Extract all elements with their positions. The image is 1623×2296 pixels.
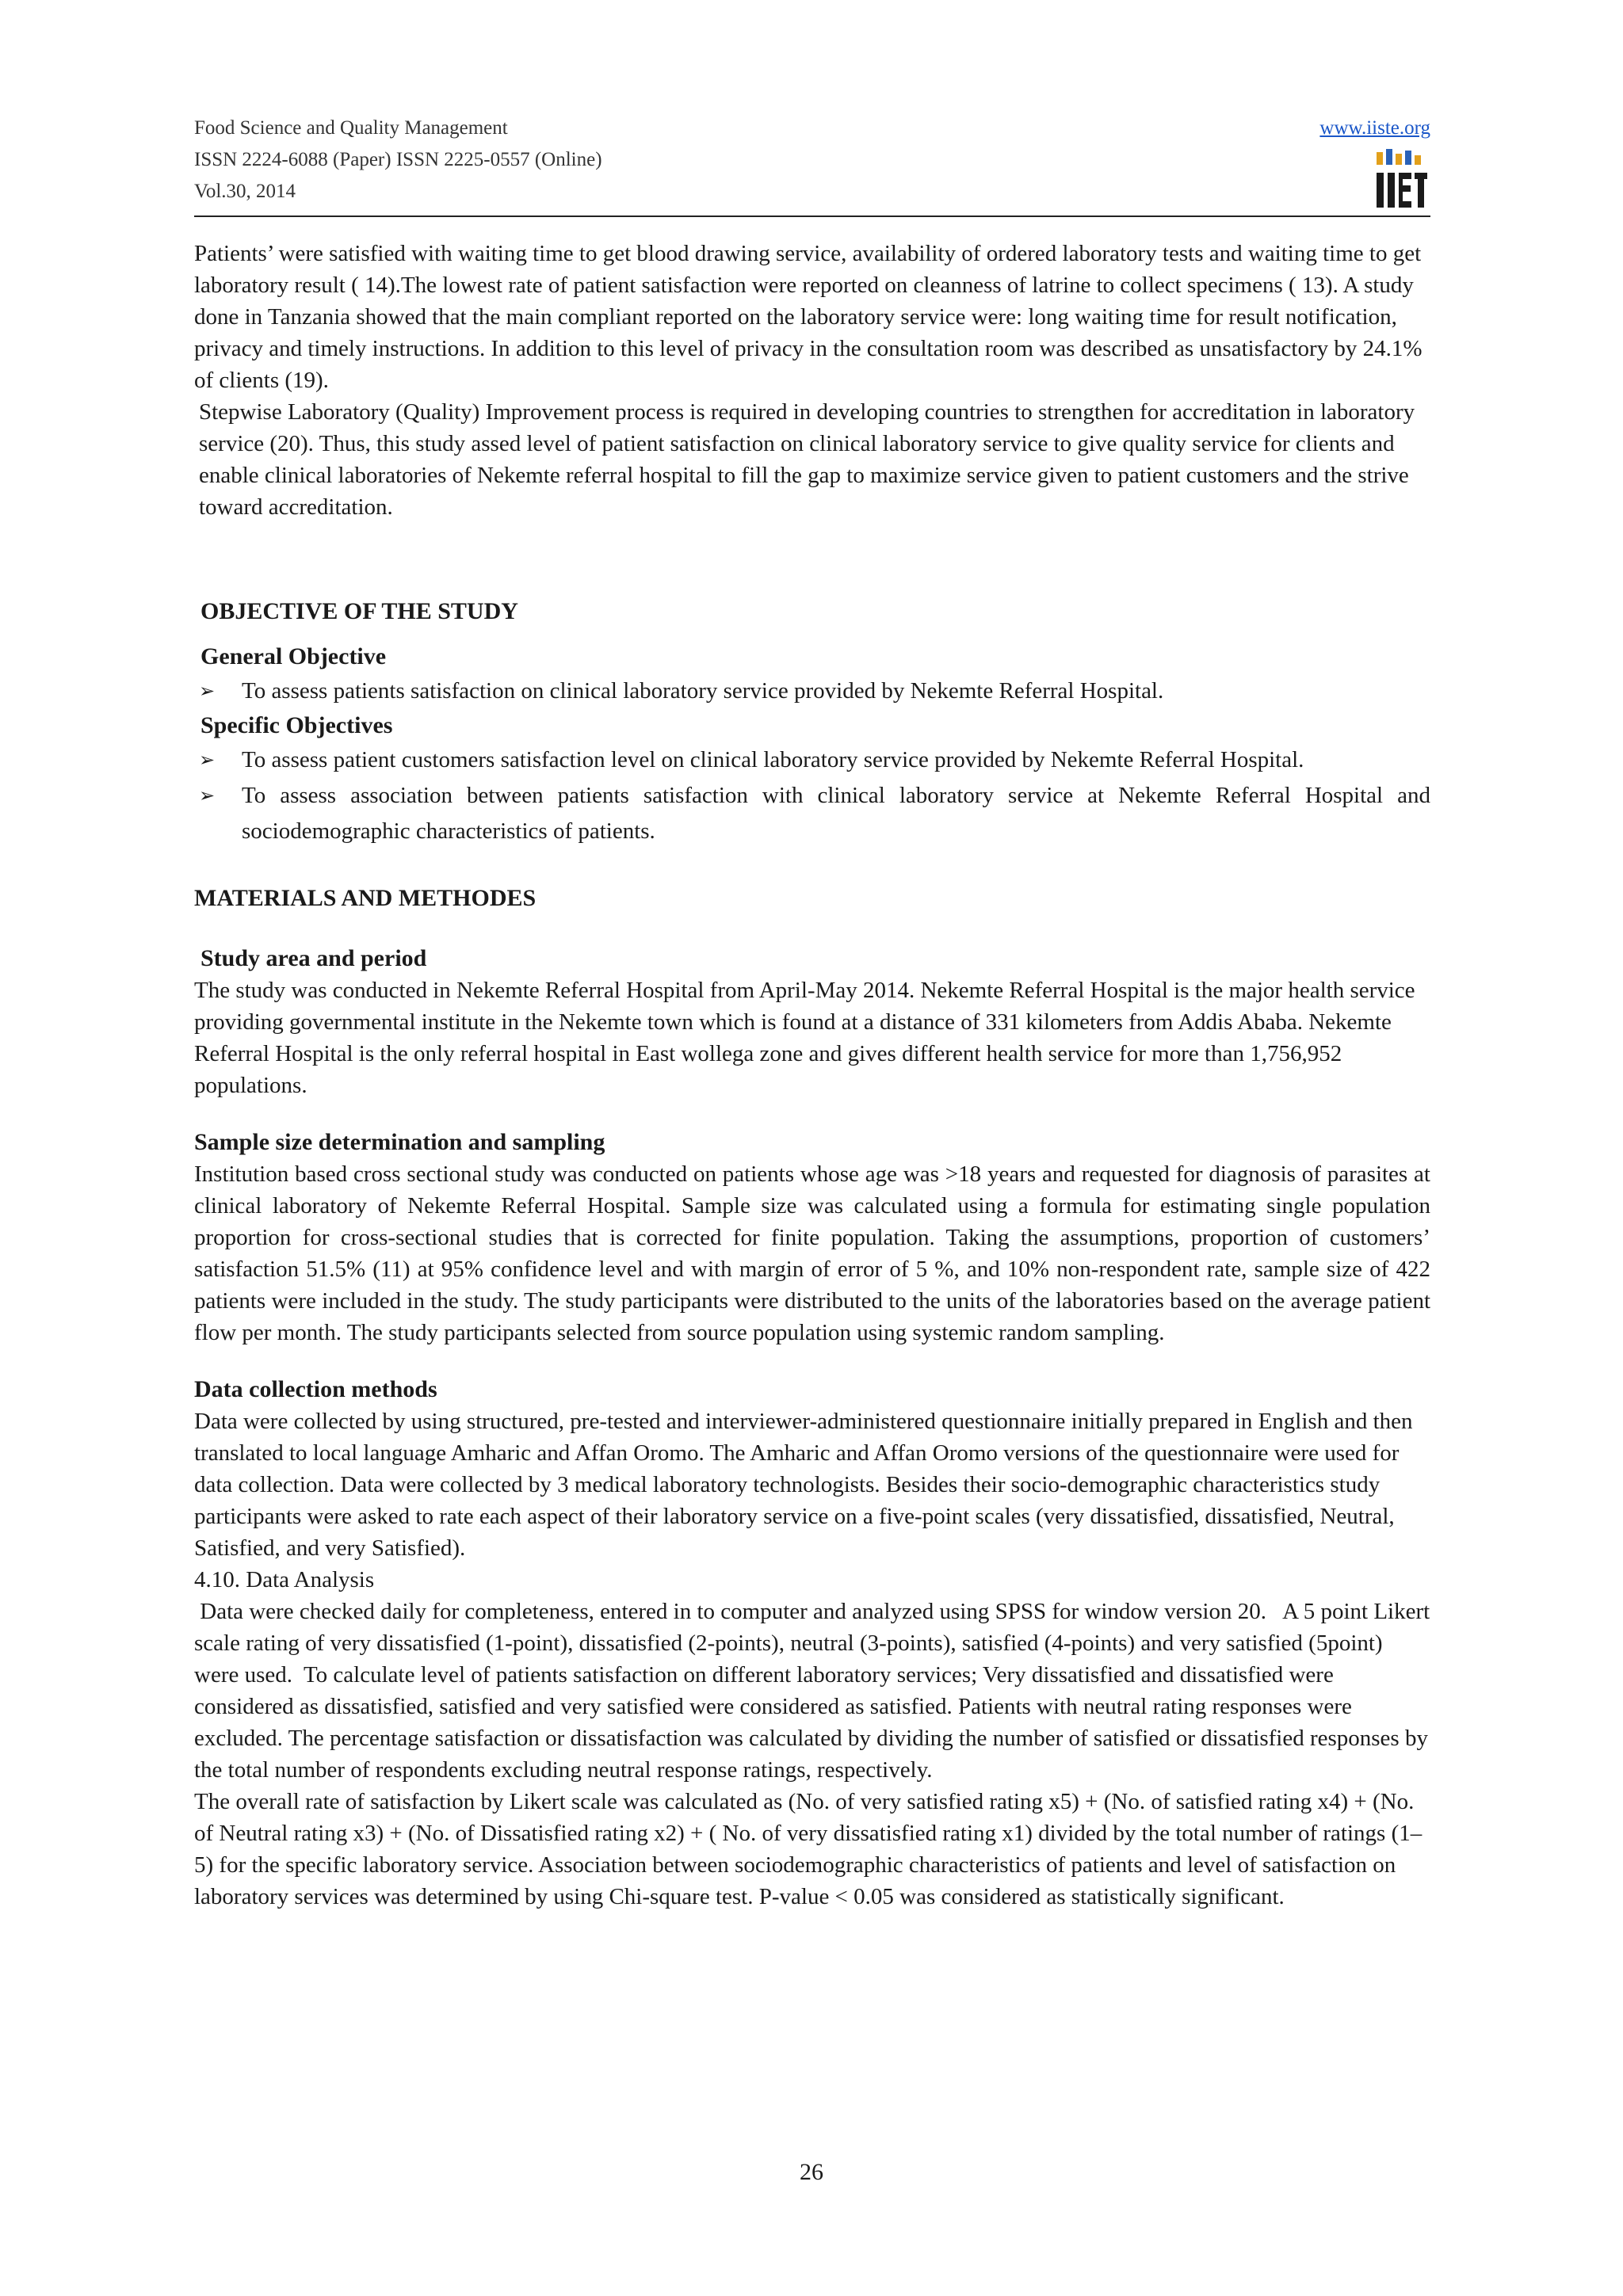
objectives-heading: OBJECTIVE OF THE STUDY — [200, 598, 518, 624]
general-objectives-list — [194, 673, 1430, 709]
data-analysis-text: Data were checked daily for completeness, entered in to computer and analyzed using SPSS for window version 20. A 5 point Likert scale rating of very dissatisfied (1-point), dissatisfied (2-points), neutral (3-points), satisfied (4-points) and very satisfied (5point) were used. To calculate level of patients satisfaction on different laboratory services; Very dissatisfied and dissatisfied were considered as dissatisfied, satisfied and very satisfied were considered as satisfied. Patients with neutral rating responses were excluded. The percentage satisfaction or dissatisfaction was calculated by dividing the number of satisfied or dissatisfied responses by the total number of respondents excluding neutral response ratings, respectively. — [194, 1599, 1436, 1783]
arrow-bullet-icon: ➢ — [199, 749, 216, 771]
objective-text: To assess patient customers satisfaction level on clinical laboratory service provided by Nekemte Referral Hospital. — [242, 747, 1304, 772]
objective-text: To assess association between patients satisfaction with clinical laboratory service at Nekemte Referral Hospital and sociodemographic characteristics of patients. — [242, 783, 1430, 844]
page-content — [194, 238, 1436, 1913]
study-area-heading: Study area and period — [200, 945, 427, 971]
likert-text: The overall rate of satisfaction by Likert scale was calculated as (No. of very satisfied rating x5) + (No. of satisfied rating x4) + (No. of Neutral rating x3) + (No. of Dissatisfied rating x2) + ( No. of very dissatisfied rating x1) divided by the total number of ratings (1–5) for the specific laboratory service. Association between sociodemographic characteristics of patients and level of satisfaction on laboratory services was determined by using Chi-square test. P-value < 0.05 was considered as statistically significant. — [194, 1789, 1423, 1909]
website-link[interactable]: www.iiste.org — [1319, 117, 1430, 139]
page-number: 26 — [800, 2159, 823, 2185]
list-item — [194, 742, 1430, 778]
intro-paragraph: Patients’ were satisfied with waiting time to get blood drawing service, availability of ordered laboratory tests and waiting time to get laboratory result ( 14).The lowest rate of patient satisfaction were reported on cleanness of latrine to collect specimens ( 13). A study done in Tanzania showed that the main compliant reported on the laboratory service were: long waiting time for result notification, privacy and timely instructions. In addition to this level of privacy in the consultation room was described as unsatisfactory by 24.1% of clients (19). — [194, 241, 1423, 393]
sample-size-text: Institution based cross sectional study was conducted on patients whose age was >18 years and requested for diagnosis of parasites at clinical laboratory of Nekemte Referral Hospital. Sample size was calculated using a formula for estimating single population proportion for cross-sectional studies that is corrected for finite population. Taking the assumptions, proportion of customers’ satisfaction 51.5% (11) at 95% confidence level and with margin of error of 5 %, and 10% non-respondent rate, sample size of 422 patients were included in the study. The study participants were distributed to the units of the laboratories based on the average patient flow per month. The study participants selected from source population using systemic random sampling. — [194, 1161, 1430, 1345]
sample-size-heading: Sample size determination and sampling — [194, 1129, 605, 1155]
study-area-text: The study was conducted in Nekemte Referral Hospital from April-May 2014. Nekemte Referral Hospital is the major health service providing governmental institute in the Nekemte town which is found at a distance of 331 kilometers from Addis Ababa. Nekemte Referral Hospital is the only referral hospital in East wollega zone and gives different health service for more than 1,756,952 populations. — [194, 978, 1415, 1098]
arrow-bullet-icon: ➢ — [199, 784, 216, 807]
data-collection-text: Data were collected by using structured, pre-tested and interviewer-administered questionnaire initially prepared in English and then translated to local language Amharic and Affan Oromo. The Amharic and Affan Oromo versions of the questionnaire were used for data collection. Data were collected by 3 medical laboratory technologists. Besides their socio-demographic characteristics study participants were asked to rate each aspect of their laboratory service on a five-point scales (very dissatisfied, dissatisfied, Neutral, Satisfied, and very Satisfied). — [194, 1409, 1413, 1561]
iiste-logo — [1373, 149, 1429, 211]
page-header — [194, 111, 1430, 217]
arrow-bullet-icon: ➢ — [199, 680, 216, 702]
specific-objectives-list — [194, 742, 1430, 849]
list-item — [194, 673, 1430, 709]
data-collection-heading: Data collection methods — [194, 1376, 437, 1402]
list-item — [194, 778, 1430, 849]
intro-paragraph-2: Stepwise Laboratory (Quality) Improvement process is required in developing countries to strengthen for accreditation in laboratory service (20). Thus, this study assed level of patient satisfaction on clinical laboratory service to give quality service for clients and enable clinical laboratories of Nekemte referral hospital to fill the gap to maximize service given to patient customers and the strive toward accreditation. — [199, 399, 1415, 520]
journal-name: Food Science and Quality Management — [194, 117, 508, 139]
general-objective-heading: General Objective — [200, 643, 387, 669]
objective-text: To assess patients satisfaction on clinical laboratory service provided by Nekemte Referral Hospital. — [242, 678, 1164, 704]
issn-line: ISSN 2224-6088 (Paper) ISSN 2225-0557 (Online) — [194, 149, 602, 170]
data-analysis-heading: 4.10. Data Analysis — [194, 1567, 375, 1592]
methods-heading: MATERIALS AND METHODES — [194, 885, 537, 911]
specific-objectives-heading: Specific Objectives — [200, 712, 393, 738]
volume-line: Vol.30, 2014 — [194, 181, 296, 202]
